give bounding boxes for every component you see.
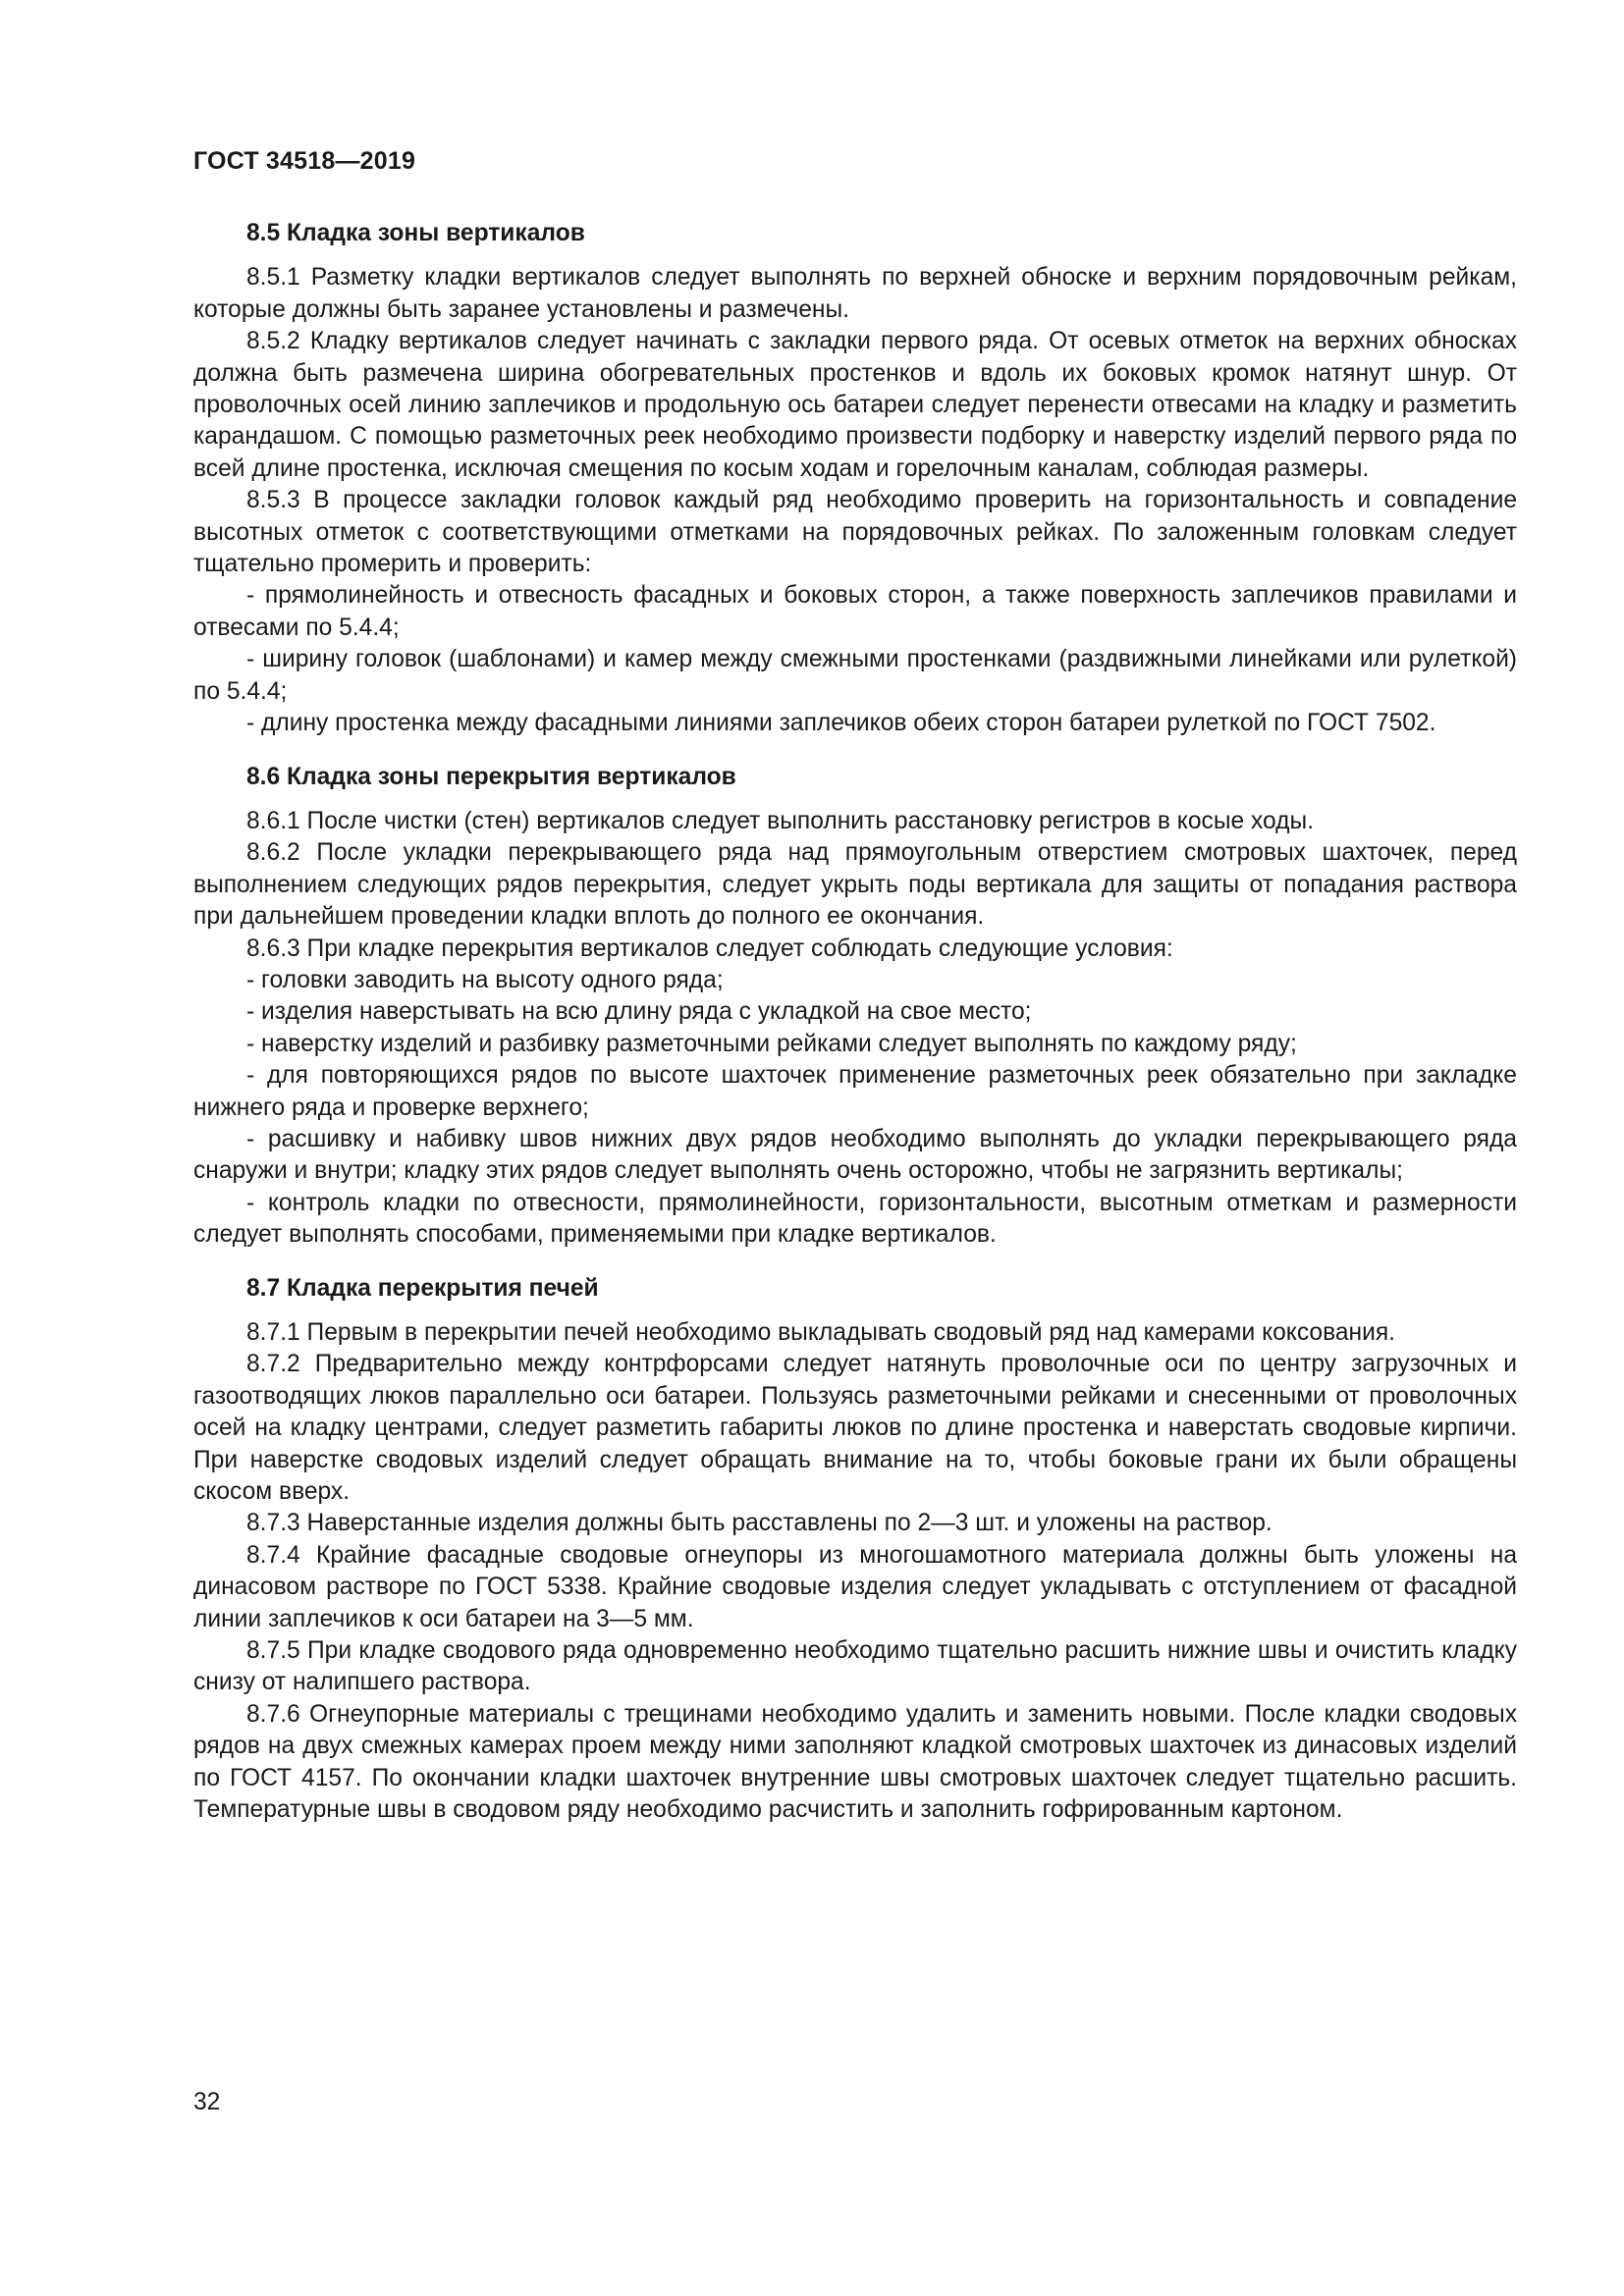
- document-body: [193, 218, 1517, 1827]
- list-item: - прямолинейность и отвесность фасадных и боковых сторон, а также поверхность заплечиков правилами и отвесами по 5.4.4;: [193, 582, 1517, 641]
- list-item: - для повторяющихся рядов по высоте шахточек применение разметочных реек обязательно при закладке нижнего ряда и проверке верхнего;: [193, 1062, 1517, 1121]
- paragraph: 8.5.2 Кладку вертикалов следует начинать с закладки первого ряда. От осевых отметок на верхних обносках должна быть размечена ширина обогревательных простенков и вдоль их боковых кромок натянут шнур. От проволочных осей линию заплечиков и продольную ось батареи следует перенести отвесами на кладку и разметить карандашом. С помощью разметочных реек необходимо произвести подборку и наверстку изделий первого ряда по всей длине простенка, исключая смещения по косым ходам и горелочным каналам, соблюдая размеры.: [193, 328, 1517, 482]
- list-item: - ширину головок (шаблонами) и камер между смежными простенками (раздвижными линейками или рулеткой) по 5.4.4;: [193, 646, 1517, 705]
- page-number: 32: [193, 2089, 221, 2115]
- paragraph: 8.6.1 После чистки (стен) вертикалов следует выполнить расстановку регистров в косые ходы.: [246, 807, 1315, 834]
- paragraph: 8.7.5 При кладке сводового ряда одновременно необходимо тщательно расшить нижние швы и очистить кладку снизу от налипшего раствора.: [193, 1637, 1517, 1696]
- list-item: - расшивку и набивку швов нижних двух рядов необходимо выполнять до укладки перекрывающего ряда снаружи и внутри; кладку этих рядов следует выполнять очень осторожно, чтобы не загрязнить вертикалы;: [193, 1125, 1517, 1185]
- list-item: - головки заводить на высоту одного ряда;: [246, 966, 724, 993]
- section-heading: 8.5 Кладка зоны вертикалов: [246, 220, 585, 246]
- section-heading: 8.6 Кладка зоны перекрытия вертикалов: [246, 763, 736, 790]
- list-item: - наверстку изделий и разбивку разметочными рейками следует выполнять по каждому ряду;: [246, 1030, 1297, 1057]
- paragraph: 8.7.3 Наверстанные изделия должны быть расставлены по 2—3 шт. и уложены на раствор.: [246, 1510, 1272, 1537]
- paragraph: 8.6.2 После укладки перекрывающего ряда над прямоугольным отверстием смотровых шахточек, перед выполнением следующих рядов перекрытия, следует укрыть поды вертикала для защиты от попадания раствора при дальнейшем проведении кладки вплоть до полного ее окончания.: [193, 839, 1517, 931]
- document-header: ГОСТ 34518—2019: [193, 147, 416, 175]
- paragraph: 8.7.6 Огнеупорные материалы с трещинами необходимо удалить и заменить новыми. После кладки сводовых рядов на двух смежных камерах проем между ними заполняют кладкой смотровых шахточек из динасовых изделий по ГОСТ 4157. По окончании кладки шахточек внутренние швы смотровых шахточек следует тщательно расшить. Температурные швы в сводовом ряду необходимо расчистить и заполнить гофрированным картоном.: [193, 1700, 1517, 1824]
- list-item: - длину простенка между фасадными линиями заплечиков обеих сторон батареи рулеткой по ГОСТ 7502.: [246, 710, 1436, 737]
- paragraph: 8.7.1 Первым в перекрытии печей необходимо выкладывать сводовый ряд над камерами коксования.: [246, 1319, 1396, 1346]
- paragraph: 8.6.3 При кладке перекрытия вертикалов следует соблюдать следующие условия:: [246, 934, 1173, 962]
- paragraph: 8.7.2 Предварительно между контрфорсами следует натянуть проволочные оси по центру загрузочных и газоотводящих люков параллельно оси батареи. Пользуясь разметочными рейками и снесенными от проволочных осей на кладку центрами, следует разметить габариты люков по длине простенка и наверстать сводовые кирпичи. При наверстке сводовых изделий следует обращать внимание на то, чтобы боковые грани их были обращены скосом вверх.: [193, 1351, 1517, 1506]
- list-item: - изделия наверстывать на всю длину ряда с укладкой на свое место;: [246, 998, 1032, 1026]
- paragraph: 8.5.1 Разметку кладки вертикалов следует выполнять по верхней обноске и верхним порядовочным рейкам, которые должны быть заранее установлены и размечены.: [193, 264, 1517, 323]
- list-item: - контроль кладки по отвесности, прямолинейности, горизонтальности, высотным отметкам и размерности следует выполнять способами, применяемыми при кладке вертикалов.: [193, 1189, 1517, 1249]
- paragraph: 8.7.4 Крайние фасадные сводовые огнеупоры из многошамотного материала должны быть уложены на динасовом растворе по ГОСТ 5338. Крайние сводовые изделия следует укладывать с отступлением от фасадной линии заплечиков к оси батареи на 3—5 мм.: [193, 1541, 1517, 1632]
- paragraph: 8.5.3 В процессе закладки головок каждый ряд необходимо проверить на горизонтальность и совпадение высотных отметок с соответствующими отметками на порядовочных рейках. По заложенным головкам следует тщательно промерить и проверить:: [193, 487, 1517, 578]
- section-heading: 8.7 Кладка перекрытия печей: [246, 1274, 599, 1302]
